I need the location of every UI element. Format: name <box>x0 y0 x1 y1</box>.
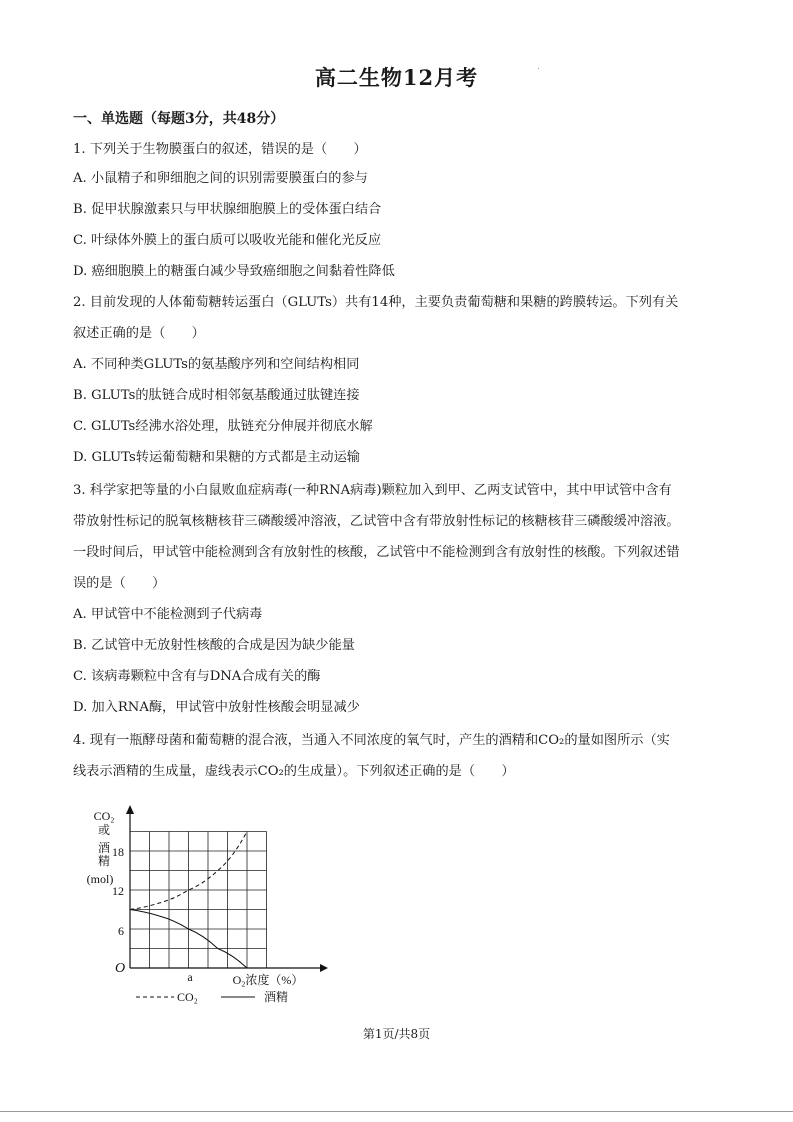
page-title: 高二生物12月考 <box>314 65 479 90</box>
question-2-stem: 2. 目前发现的人体葡萄糖转运蛋白（GLUTs）共有14种，主要负责葡萄糖和果糖的跨膜转运。下列有关 <box>73 295 679 310</box>
y-tick-12: 12 <box>112 884 124 898</box>
question-2-stem-cont: 叙述正确的是（ ） <box>73 326 205 341</box>
question-3-option-a: A. 甲试管中不能检测到子代病毒 <box>73 607 263 622</box>
question-1-stem: 1. 下列关于生物膜蛋白的叙述，错误的是（ ） <box>73 142 367 157</box>
question-2-option-b: B. GLUTs的肽链合成时相邻氨基酸通过肽键连接 <box>73 388 360 403</box>
ylabel-line-3: 酒 <box>97 841 111 855</box>
y-tick-6: 6 <box>118 924 124 938</box>
question-3-stem-cont-3: 误的是（ ） <box>73 576 166 591</box>
question-2-option-a: A. 不同种类GLUTs的氨基酸序列和空间结构相同 <box>73 357 360 372</box>
ylabel-line-4: 精 <box>97 854 111 868</box>
question-1-option-a: A. 小鼠精子和卵细胞之间的识别需要膜蛋白的参与 <box>73 171 368 186</box>
section-heading: 一、单选题（每题3分，共48分） <box>73 111 285 127</box>
ylabel-line-2: 或 <box>97 823 111 837</box>
x-axis-label: O₂浓度（%） <box>232 973 304 987</box>
y-tick-18: 18 <box>112 845 124 859</box>
bottom-rule <box>0 1111 793 1112</box>
ylabel-line-1: CO₂ <box>93 809 115 823</box>
question-1-option-c: C. 叶绿体外膜上的蛋白质可以吸收光能和催化光反应 <box>73 233 382 248</box>
oxygen-graph <box>78 804 328 1008</box>
legend-co2: CO₂ <box>177 990 198 1004</box>
question-1-option-b: B. 促甲状腺激素只与甲状腺细胞膜上的受体蛋白结合 <box>73 202 382 217</box>
question-2-option-c: C. GLUTs经沸水浴处理，肽链充分伸展并彻底水解 <box>73 419 373 434</box>
ylabel-line-5: (mol) <box>86 872 114 886</box>
question-2-option-d: D. GLUTs转运葡萄糖和果糖的方式都是主动运输 <box>73 450 360 465</box>
x-axis-arrow <box>320 964 328 972</box>
question-4-stem-cont: 线表示酒精的生成量，虚线表示CO₂的生成量）。下列叙述正确的是（ ） <box>73 764 515 779</box>
origin-label: O <box>114 961 126 976</box>
question-3-option-d: D. 加入RNA酶，甲试管中放射性核酸会明显减少 <box>73 700 360 715</box>
graph-grid <box>130 832 267 969</box>
x-mark-a: a <box>187 970 193 984</box>
page-footer: 第1页/共8页 <box>362 1027 431 1041</box>
question-3-stem-cont-2: 一段时间后，甲试管中能检测到含有放射性的核酸，乙试管中不能检测到含有放射性的核酸。下列叙述错 <box>73 545 680 560</box>
question-3-stem: 3. 科学家把等量的小白鼠败血症病毒(一种RNA病毒)颗粒加入到甲、乙两支试管中，其中甲试管中含有 <box>73 483 672 498</box>
stray-dot <box>538 68 539 69</box>
legend-ethanol: 酒精 <box>264 990 289 1004</box>
question-3-stem-cont-1: 带放射性标记的脱氧核糖核苷三磷酸缓冲溶液，乙试管中含有带放射性标记的核糖核苷三磷酸缓冲溶液。 <box>73 514 680 529</box>
question-3-option-b: B. 乙试管中无放射性核酸的合成是因为缺少能量 <box>73 638 355 653</box>
question-3-option-c: C. 该病毒颗粒中含有与DNA合成有关的酶 <box>73 669 321 684</box>
y-axis-arrow <box>126 805 134 814</box>
question-1-option-d: D. 癌细胞膜上的糖蛋白减少导致癌细胞之间黏着性降低 <box>73 264 395 279</box>
question-4-stem: 4. 现有一瓶酵母菌和葡萄糖的混合液，当通入不同浓度的氧气时，产生的酒精和CO₂的量如图所示（实 <box>73 733 670 748</box>
